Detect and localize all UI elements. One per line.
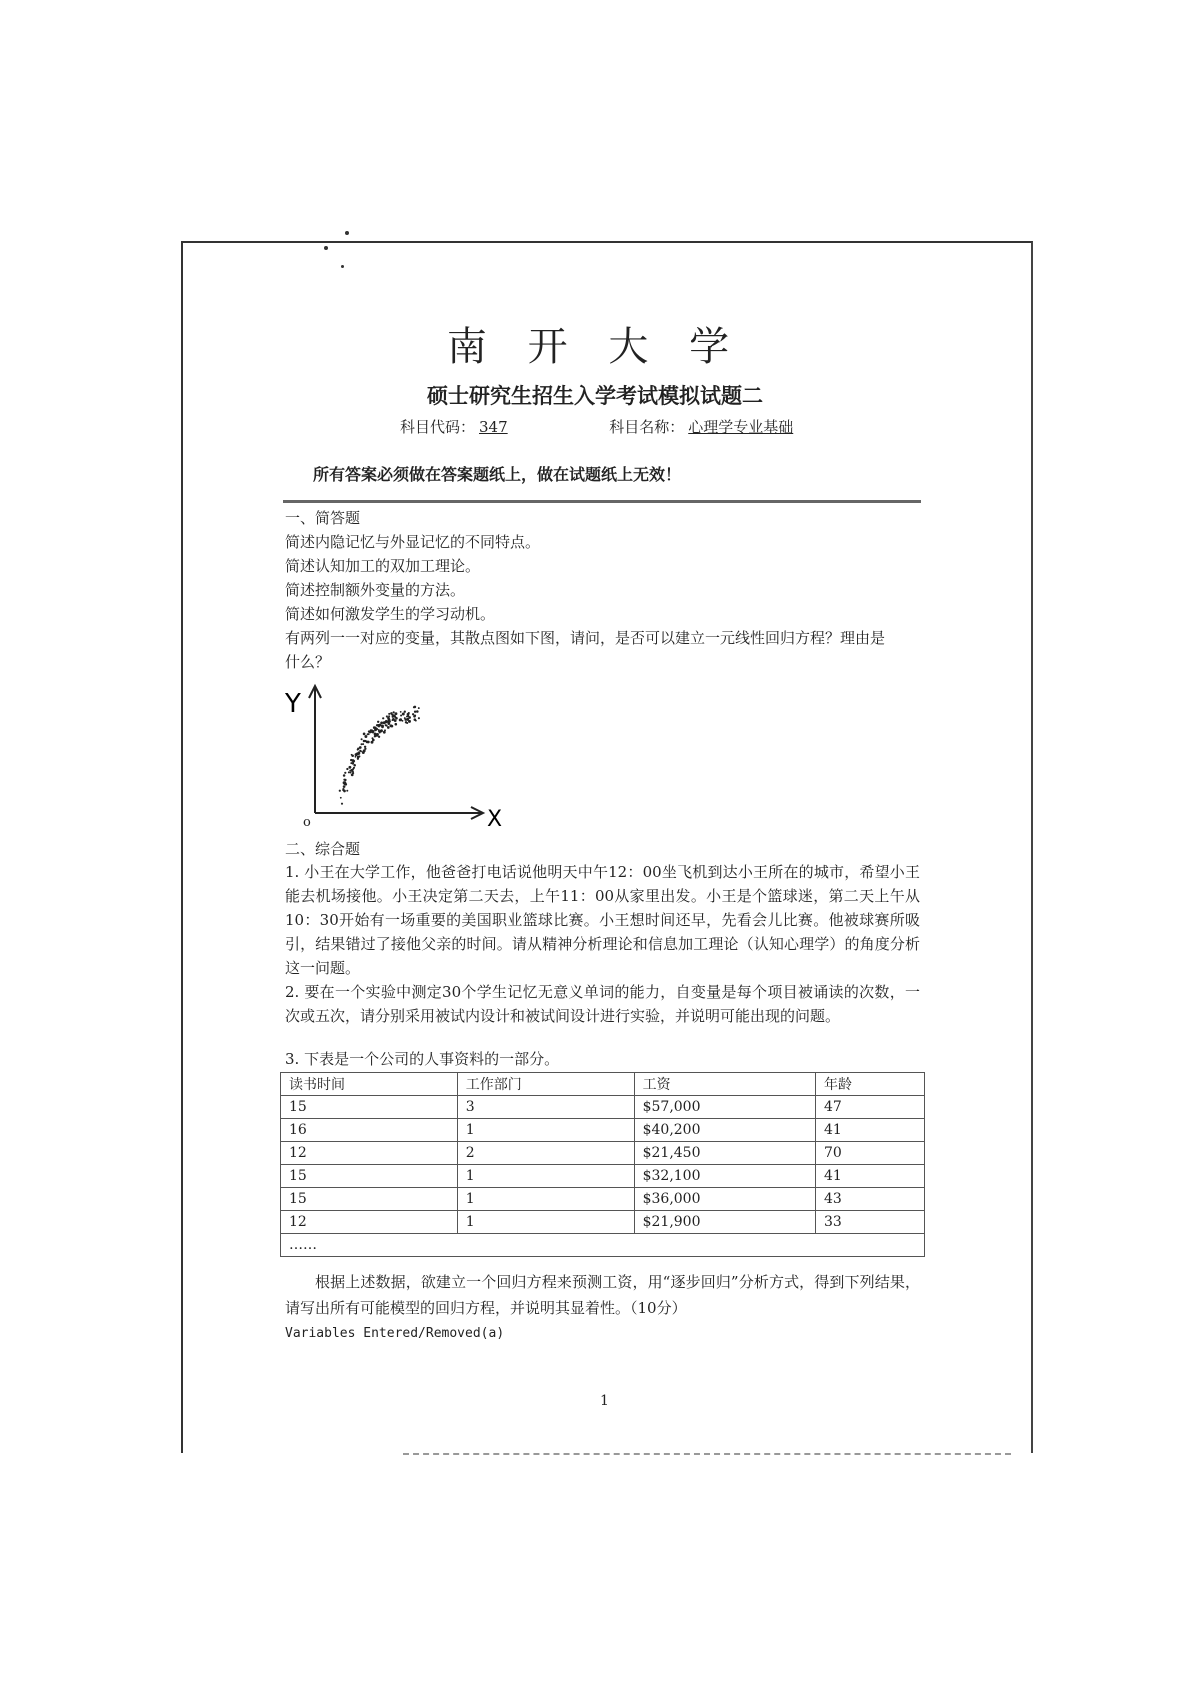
table-cell: 3 [457, 1096, 634, 1119]
scatter-point [414, 711, 416, 713]
scatter-point [343, 785, 346, 788]
page-number: 1 [600, 1393, 609, 1409]
table-cell: 15 [281, 1096, 458, 1119]
table-cell: 15 [281, 1165, 458, 1188]
scatter-point [362, 751, 365, 754]
question-item: 有两列一一对应的变量，其散点图如下图，请问，是否可以建立一元线性回归方程？理由是 [285, 629, 886, 647]
table-header: 年龄 [816, 1073, 925, 1096]
scatter-point [344, 779, 346, 781]
scatter-point [408, 716, 411, 719]
divider [283, 500, 921, 503]
question-3-intro: 3. 下表是一个公司的人事资料的一部分。 [285, 1050, 560, 1068]
scatter-point [341, 803, 343, 805]
scatter-point [351, 754, 354, 757]
question-3-text: 根据上述数据，欲建立一个回归方程来预测工资，用“逐步回归”分析方式，得到下列结果，请写出所有可能模型的回归方程，并说明其显着性。（10分） [285, 1273, 920, 1317]
scatter-point [377, 721, 379, 723]
scatter-point [360, 750, 362, 752]
scatter-point [358, 753, 360, 755]
scatter-point [392, 719, 394, 721]
scatter-point [351, 774, 354, 777]
table-row-ellipsis [281, 1234, 925, 1257]
scatter-point [369, 730, 372, 733]
table-cell: $36,000 [634, 1188, 815, 1211]
question-1: 1. 小王在大学工作，他爸爸打电话说他明天中午12：00坐飞机到达小王所在的城市，希望小王能去机场接他。小王决定第二天去，上午11：00从家里出发。小王是个篮球迷，第二天上午从10：30开始有一场重要的美国职业篮球比赛。小王想时间还早，先看会儿比赛。他被球赛所吸引，结果错过了接他父亲的时间。请从精神分析理论和信息加工理论（认知心理学）的角度分析这一问题。 [285, 863, 920, 977]
table-header-row [281, 1073, 925, 1096]
scatter-point [378, 729, 380, 731]
scatter-point [404, 711, 406, 713]
scatter-point [406, 718, 409, 721]
scatter-point [350, 759, 352, 761]
scatter-point [391, 725, 394, 728]
scatter-point [348, 766, 351, 769]
scatter-point [346, 768, 348, 770]
question-item: 简述认知加工的双加工理论。 [285, 557, 481, 575]
scatter-point [393, 711, 395, 713]
table-cell: 15 [281, 1188, 458, 1211]
table-cell: $21,900 [634, 1211, 815, 1234]
scatter-point [382, 717, 384, 719]
scatter-point [343, 781, 346, 784]
question-item: 简述如何激发学生的学习动机。 [285, 605, 496, 623]
subject-code: 347 [479, 418, 508, 436]
scatter-point [355, 756, 357, 758]
scatter-point [367, 741, 370, 744]
table-row [281, 1096, 925, 1119]
scatter-point [418, 717, 420, 719]
table-cell: 16 [281, 1119, 458, 1142]
scatter-point [405, 721, 407, 723]
scatter-point [400, 714, 402, 716]
scatter-point [346, 790, 348, 792]
scatter-point [351, 762, 354, 765]
scatter-point [390, 712, 393, 715]
table-cell: 12 [281, 1211, 458, 1234]
scatter-point [395, 712, 398, 715]
scatter-point [414, 715, 416, 717]
personnel-table [280, 1072, 925, 1257]
scatter-point [401, 720, 403, 722]
scatter-point [376, 728, 378, 730]
scatter-point [368, 733, 370, 735]
table-cell: 1 [457, 1188, 634, 1211]
scatter-point [381, 725, 384, 728]
scatter-point [395, 723, 398, 726]
table-cell: 33 [816, 1211, 925, 1234]
scatter-point [416, 710, 419, 713]
scatter-point [357, 749, 359, 751]
scatter-point [353, 764, 356, 767]
table-cell: 47 [816, 1096, 925, 1119]
scatter-point [364, 746, 366, 748]
scatter-point [414, 706, 417, 709]
scatter-point [355, 753, 358, 756]
table-header: 读书时间 [281, 1073, 458, 1096]
scatter-point [387, 717, 390, 720]
table-cell: 41 [816, 1119, 925, 1142]
university-title: 南 开 大 学 [446, 324, 744, 370]
table-cell: $32,100 [634, 1165, 815, 1188]
table-row [281, 1188, 925, 1211]
scatter-point [400, 711, 402, 713]
scatter-point [385, 720, 388, 723]
table-cell: 1 [457, 1211, 634, 1234]
table-header: 工作部门 [457, 1073, 634, 1096]
scatter-point [361, 743, 363, 745]
scatter-point [340, 797, 342, 799]
question-item: 什么？ [285, 653, 331, 671]
scatter-point [380, 730, 383, 733]
part1-heading: 一、简答题 [285, 509, 361, 527]
scan-speck [345, 231, 349, 235]
scatter-sketch [283, 680, 503, 830]
question-item: 简述内隐记忆与外显记忆的不同特点。 [285, 533, 541, 551]
scatter-point [394, 716, 396, 718]
scatter-point [349, 770, 351, 772]
scatter-point [373, 726, 376, 729]
scatter-point [344, 772, 346, 774]
scatter-point [383, 731, 386, 734]
exam-title: 硕士研究生招生入学考试模拟试题二 [427, 383, 763, 408]
table-row [281, 1211, 925, 1234]
scan-speck [341, 265, 344, 268]
x-axis-label: X [487, 807, 503, 830]
table-row [281, 1142, 925, 1165]
scatter-point [376, 724, 378, 726]
scatter-point [348, 771, 350, 773]
scatter-point [371, 737, 373, 739]
output-label: Variables Entered/Removed(a) [285, 1326, 505, 1341]
scatter-point [418, 707, 420, 709]
subject-info [400, 416, 793, 437]
scatter-point [378, 736, 380, 738]
exam-notice: 所有答案必须做在答案题纸上，做在试题纸上无效！ [313, 465, 682, 484]
scatter-points [339, 706, 420, 805]
origin-label: o [303, 815, 311, 830]
scatter-point [412, 713, 414, 715]
scatter-point [407, 713, 410, 716]
scatter-point [363, 740, 366, 743]
part2-heading: 二、综合题 [285, 840, 361, 858]
scatter-point [383, 721, 386, 724]
table-cell: $21,450 [634, 1142, 815, 1165]
scatter-point [381, 722, 383, 724]
table-cell: 43 [816, 1188, 925, 1211]
scatter-point [388, 713, 390, 715]
scatter-point [387, 722, 390, 725]
table-cell: 70 [816, 1142, 925, 1165]
scatter-point [353, 767, 355, 769]
scatter-point [402, 713, 405, 716]
scatter-point [357, 758, 359, 760]
scatter-point [375, 734, 377, 736]
scatter-point [392, 715, 394, 717]
scatter-point [387, 726, 390, 729]
scatter-point [385, 724, 387, 726]
table-row [281, 1119, 925, 1142]
y-axis-label: Y [285, 689, 301, 719]
table-header: 工资 [634, 1073, 815, 1096]
scatter-point [361, 738, 363, 740]
scatter-point [372, 731, 374, 733]
scatter-point [363, 733, 366, 736]
table-row [281, 1165, 925, 1188]
scatter-point [364, 735, 367, 738]
table-cell: 1 [457, 1119, 634, 1142]
subject-name: 心理学专业基础 [688, 418, 794, 436]
scatter-point [343, 774, 346, 777]
scatter-point [404, 717, 406, 719]
subject-name-label: 科目名称： [609, 418, 685, 436]
scatter-point [364, 748, 366, 750]
scatter-point [406, 716, 408, 718]
table-cell: 1 [457, 1165, 634, 1188]
table-cell: 41 [816, 1165, 925, 1188]
scan-speck [324, 246, 328, 250]
question-2: 2. 要在一个实验中测定30个学生记忆无意义单词的能力，自变量是每个项目被诵读的次数，一次或五次，请分别采用被试内设计和被试间设计进行实验，并说明可能出现的问题。 [285, 983, 920, 1025]
scatter-point [378, 725, 380, 727]
scatter-point [342, 788, 344, 790]
table-cell: $40,200 [634, 1119, 815, 1142]
subject-code-label: 科目代码： [400, 418, 476, 436]
table-ellipsis: …… [281, 1234, 925, 1257]
table-cell: $57,000 [634, 1096, 815, 1119]
scatter-point [339, 790, 341, 792]
scatter-point [415, 720, 417, 722]
scatter-point [350, 772, 352, 774]
table-cell: 12 [281, 1142, 458, 1165]
table-cell: 2 [457, 1142, 634, 1165]
question-item: 简述控制额外变量的方法。 [285, 581, 466, 599]
